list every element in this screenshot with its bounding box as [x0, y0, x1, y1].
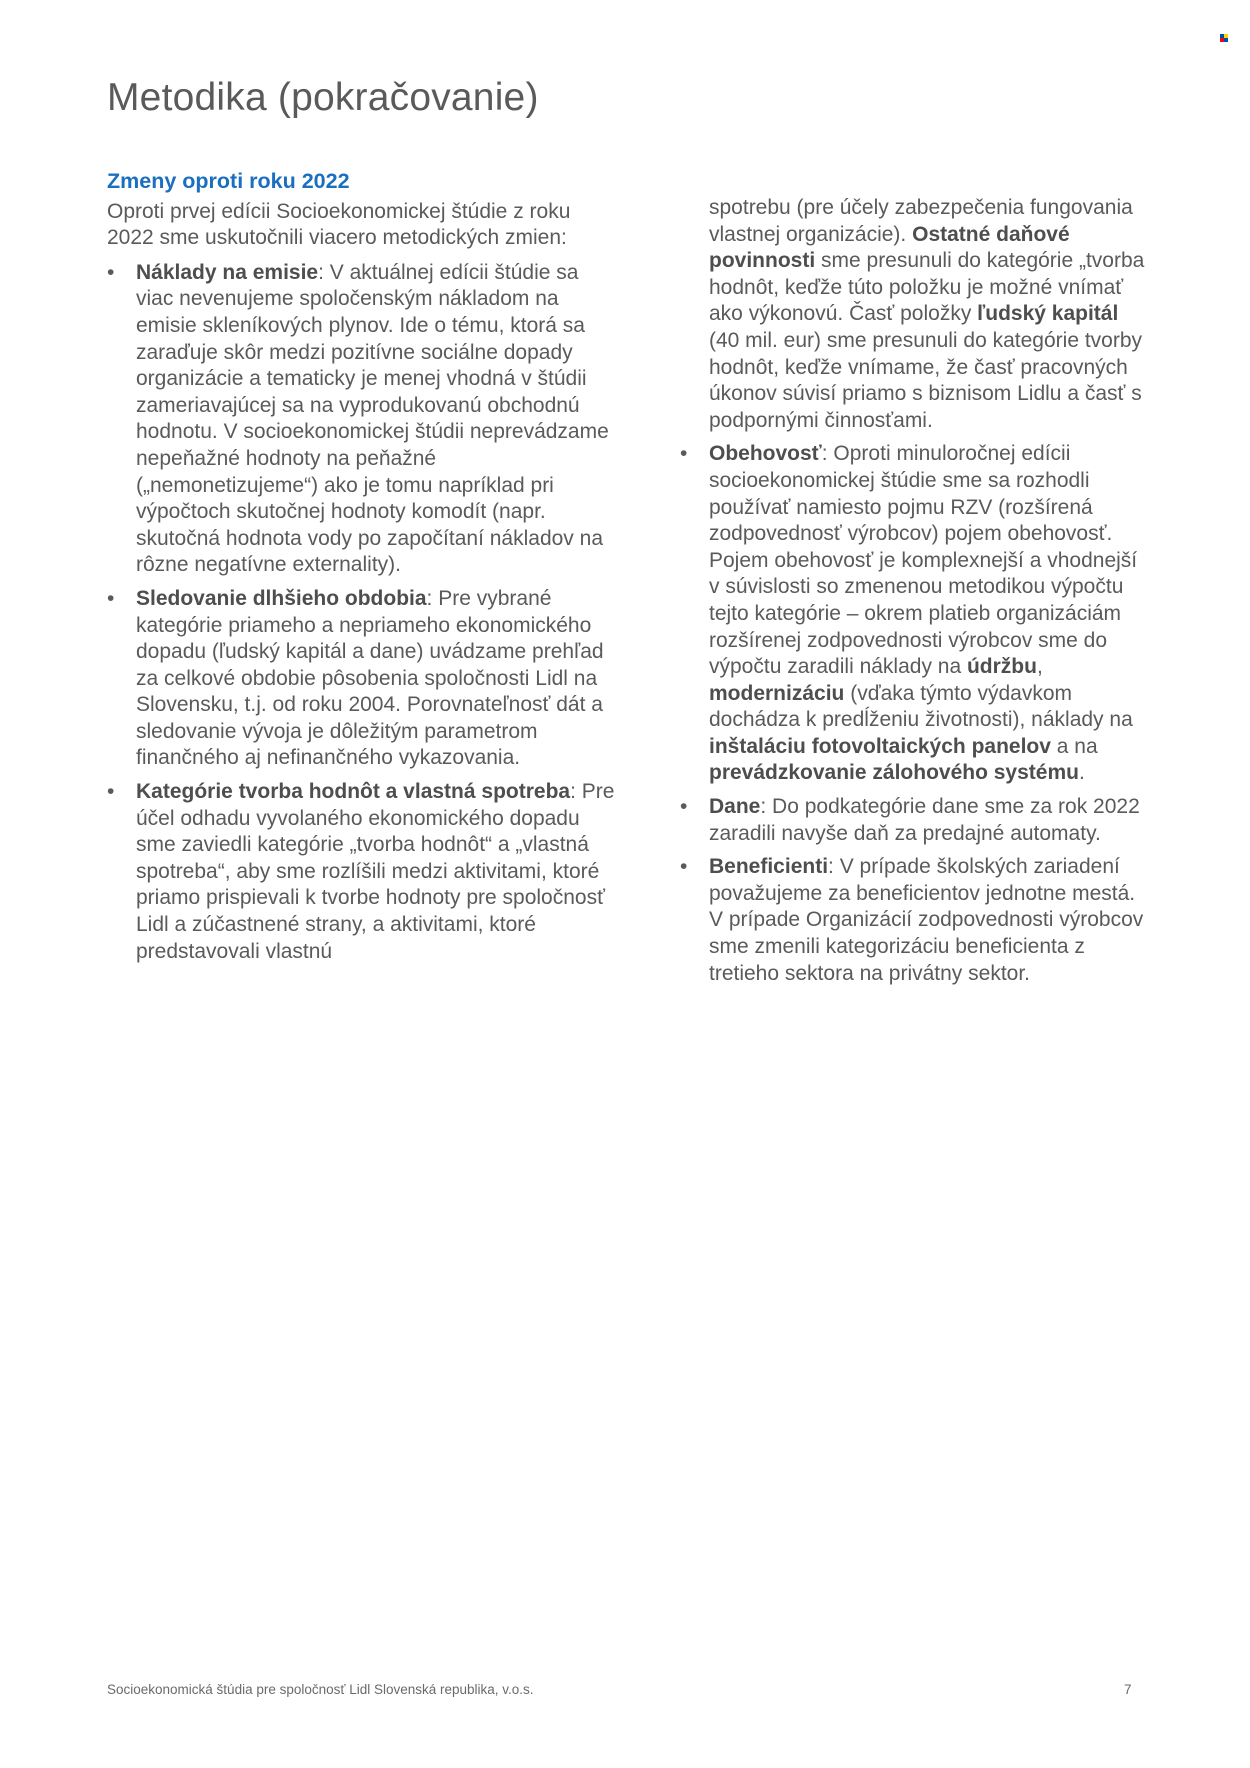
list-item-naklady-na-emisie: • Náklady na emisie: V aktuálnej edícii štúdie sa viac nevenujeme spoločenským nákladom na emisie skleníkových plynov. Ide o tému, ktorá sa zaraďuje skôr medzi pozitívne sociálne dopady organizácie a tematicky je menej vhodná v štúdii zameriavajúcej sa na vyprodukovanú obchodnú hodnotu. V socioekonomickej štúdii neprevádzame nepeňažné hodnoty na peňažné („nemonetizujeme“) ako je tomu napríklad pri výpočtoch skutočnej hodnoty komodít (napr. skutočná hodnota vody po započítaní nákladov na rôzne negatívne externality). [107, 260, 617, 579]
list-item-text: Pre účel odhadu vyvolaného ekonomického dopadu sme zaviedli kategórie „tvorba hodnôt“ a „vlastná spotreba“, aby sme rozlíšili medzi aktivitami, ktoré priamo prispievali k tvorbe hodnoty pre spoločnosť Lidl a zúčastnené strany, a aktivitami, ktoré predstavovali vlastnú [136, 780, 615, 963]
list-item-term: Obehovosť [709, 442, 822, 466]
list-item-dane [680, 794, 1150, 847]
brand-logo-icon [1220, 34, 1229, 42]
changes-list-continued [680, 441, 1150, 987]
continuation-paragraph: spotrebu (pre účely zabezpečenia fungovania vlastnej organizácie). Ostatné daňové povinnosti sme presunuli do kategórie „tvorba hodnôt, keďže túto položku je možné vnímať ako výkonovú. Časť položky ľudský kapitál (40 mil. eur) sme presunuli do kategórie tvorby hodnôt, keďže vnímame, že časť pracovných úkonov súvisí priamo s biznisom Lidlu a časť s podpornými činnosťami. [709, 196, 1145, 432]
changes-list [107, 260, 617, 965]
list-item-obehovost: • Obehovosť: Oproti minuloročnej edícii socioekonomickej štúdie sme sa rozhodli používať namiesto pojmu RZV (rozšírená zodpovednosť výrobcov) pojem obehovosť. Pojem obehovosť je komplexnejší a vhodnejší v súvislosti so zmenenou metodikou výpočtu tejto kategórie – okrem platieb organizáciám rozšírenej zodpovednosti výrobcov sme do výpočtu zaradili náklady na údržbu, modernizáciu (vďaka týmto výdavkom dochádza k predĺženiu životnosti), náklady na inštaláciu fotovoltaických panelov a na prevádzkovanie zálohového systému. [680, 441, 1150, 787]
page-title: Metodika (pokračovanie) [107, 76, 539, 119]
list-item-term: Sledovanie dlhšieho obdobia [136, 586, 427, 610]
list-item-text: : V prípade školských zariadení považujeme za beneficientov jednotne mestá. V prípade Organizácií zodpovednosti výrobcov sme zmenili kategorizáciu beneficienta z tretieho sektora na privátny sektor. [709, 855, 1144, 985]
list-item-text: V aktuálnej edícii štúdie sa viac nevenujeme spoločenským nákladom na emisie skleníkových plynov. Ide o tému, ktorá sa zaraďuje skôr medzi pozitívne sociálne dopady organizácie a tematicky je menej vhodná v štúdii zameriavajúcej sa na vyprodukovanú obchodnú hodnotu. V socioekonomickej štúdii neprevádzame nepeňažné hodnoty na peňažné („nemonetizujeme“) ako je tomu napríklad pri výpočtoch skutočnej hodnoty komodít (napr. skutočná hodnota vody po započítaní nákladov na rôzne negatívne externality). [136, 260, 609, 577]
list-item-term: Kategórie tvorba hodnôt a vlastná spotreba [136, 780, 571, 804]
list-item-term: Náklady na emisie [136, 260, 319, 284]
logo-dot-blue-2 [1224, 38, 1228, 42]
footer-text: Socioekonomická štúdia pre spoločnosť Lidl Slovenská republika, v.o.s. [107, 1682, 534, 1697]
list-item-term: Dane [709, 795, 761, 819]
list-item-beneficienti [680, 854, 1150, 987]
right-column [680, 195, 1150, 994]
section-intro: Oproti prvej edícii Socioekonomickej štúdie z roku 2022 sme uskutočnili viacero metodických zmien: [107, 199, 571, 250]
page-number: 7 [1124, 1682, 1132, 1697]
list-item-text: Pre vybrané kategórie priameho a nepriameho ekonomického dopadu (ľudský kapitál a dane) uvádzame prehľad za celkové obdobie pôsobenia spoločnosti Lidl na Slovensku, t.j. od roku 2004. Porovnateľnosť dát a sledovanie vývoja je dôležitým parametrom finančného aj nefinančného vykazovania. [136, 586, 604, 770]
list-item-kategorie-tvorba-hodnot: • Kategórie tvorba hodnôt a vlastná spotreba: Pre účel odhadu vyvolaného ekonomického dopadu sme zaviedli kategórie „tvorba hodnôt“ a „vlastná spotreba“, aby sme rozlíšili medzi aktivitami, ktoré priamo prispievali k tvorbe hodnoty pre spoločnosť Lidl a zúčastnené strany, a aktivitami, ktoré predstavovali vlastnú [107, 779, 617, 965]
list-item-sledovanie-dlhsieho-obdobia: • Sledovanie dlhšieho obdobia: Pre vybrané kategórie priameho a nepriameho ekonomického dopadu (ľudský kapitál a dane) uvádzame prehľad za celkové obdobie pôsobenia spoločnosti Lidl na Slovensku, t.j. od roku 2004. Porovnateľnosť dát a sledovanie vývoja je dôležitým parametrom finančného aj nefinančného vykazovania. [107, 586, 617, 772]
list-item-text: : Do podkategórie dane sme za rok 2022 zaradili navyše daň za predajné automaty. [709, 795, 1140, 845]
left-column [107, 168, 617, 972]
list-item-term: Beneficienti [709, 855, 829, 879]
section-heading: Zmeny oproti roku 2022 [107, 169, 350, 193]
